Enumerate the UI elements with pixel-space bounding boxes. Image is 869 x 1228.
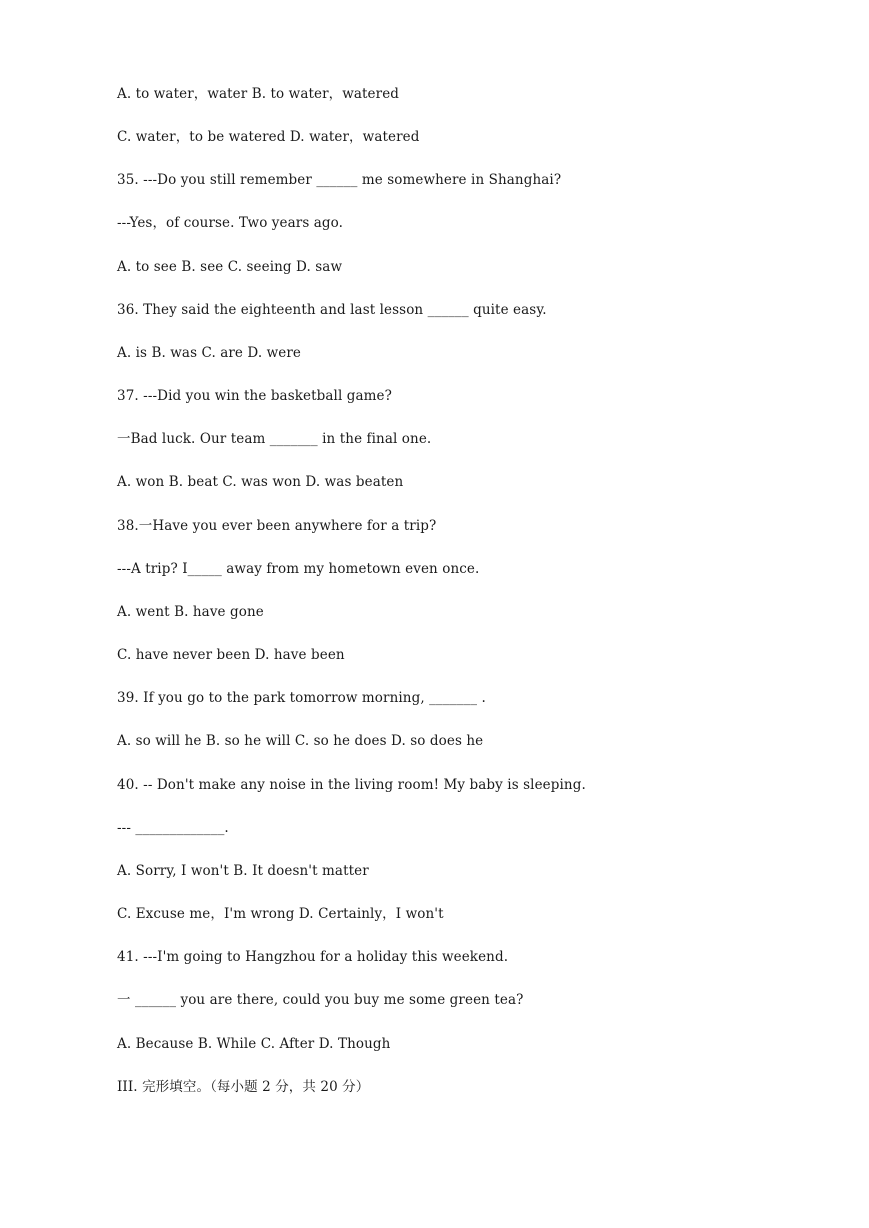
option-line-39: A. so will he B. so he will C. so he does D. so does he	[117, 733, 484, 749]
question-35: 35. ---Do you still remember ______ me somewhere in Shanghai?	[117, 172, 562, 188]
question-41: 41. ---I'm going to Hangzhou for a holiday this weekend.	[117, 949, 509, 965]
option-line-38-cd: C. have never been D. have been	[117, 647, 345, 663]
option-line-34-cd: C. water，to be watered D. water，watered	[117, 129, 420, 145]
answer-line-41: 一 ______ you are there, could you buy me some green tea?	[117, 992, 524, 1008]
option-line-40-cd: C. Excuse me，I'm wrong D. Certainly，I won't	[117, 906, 444, 922]
question-37: 37. ---Did you win the basketball game?	[117, 388, 392, 404]
option-line-40-ab: A. Sorry, I won't B. It doesn't matter	[117, 863, 369, 879]
question-39: 39. If you go to the park tomorrow morning, _______ .	[117, 690, 486, 706]
option-line-36: A. is B. was C. are D. were	[117, 345, 302, 361]
option-line-34-ab: A. to water，water B. to water，watered	[117, 86, 400, 102]
answer-line-37: 一Bad luck. Our team _______ in the final one.	[117, 431, 432, 447]
option-line-38-ab: A. went B. have gone	[117, 604, 264, 620]
option-line-41: A. Because B. While C. After D. Though	[117, 1036, 391, 1052]
answer-line-35: ---Yes，of course. Two years ago.	[117, 215, 344, 231]
question-38: 38.一Have you ever been anywhere for a trip?	[117, 518, 437, 534]
answer-line-38: ---A trip? I_____ away from my hometown even once.	[117, 561, 480, 577]
option-line-37: A. won B. beat C. was won D. was beaten	[117, 474, 404, 490]
section-heading-cloze: III. 完形填空。（每小题 2 分，共 20 分）	[117, 1079, 370, 1095]
option-line-35: A. to see B. see C. seeing D. saw	[117, 259, 343, 275]
question-40: 40. -- Don't make any noise in the living room! My baby is sleeping.	[117, 777, 586, 793]
answer-line-40: --- _____________.	[117, 820, 229, 836]
question-36: 36. They said the eighteenth and last lesson ______ quite easy.	[117, 302, 547, 318]
